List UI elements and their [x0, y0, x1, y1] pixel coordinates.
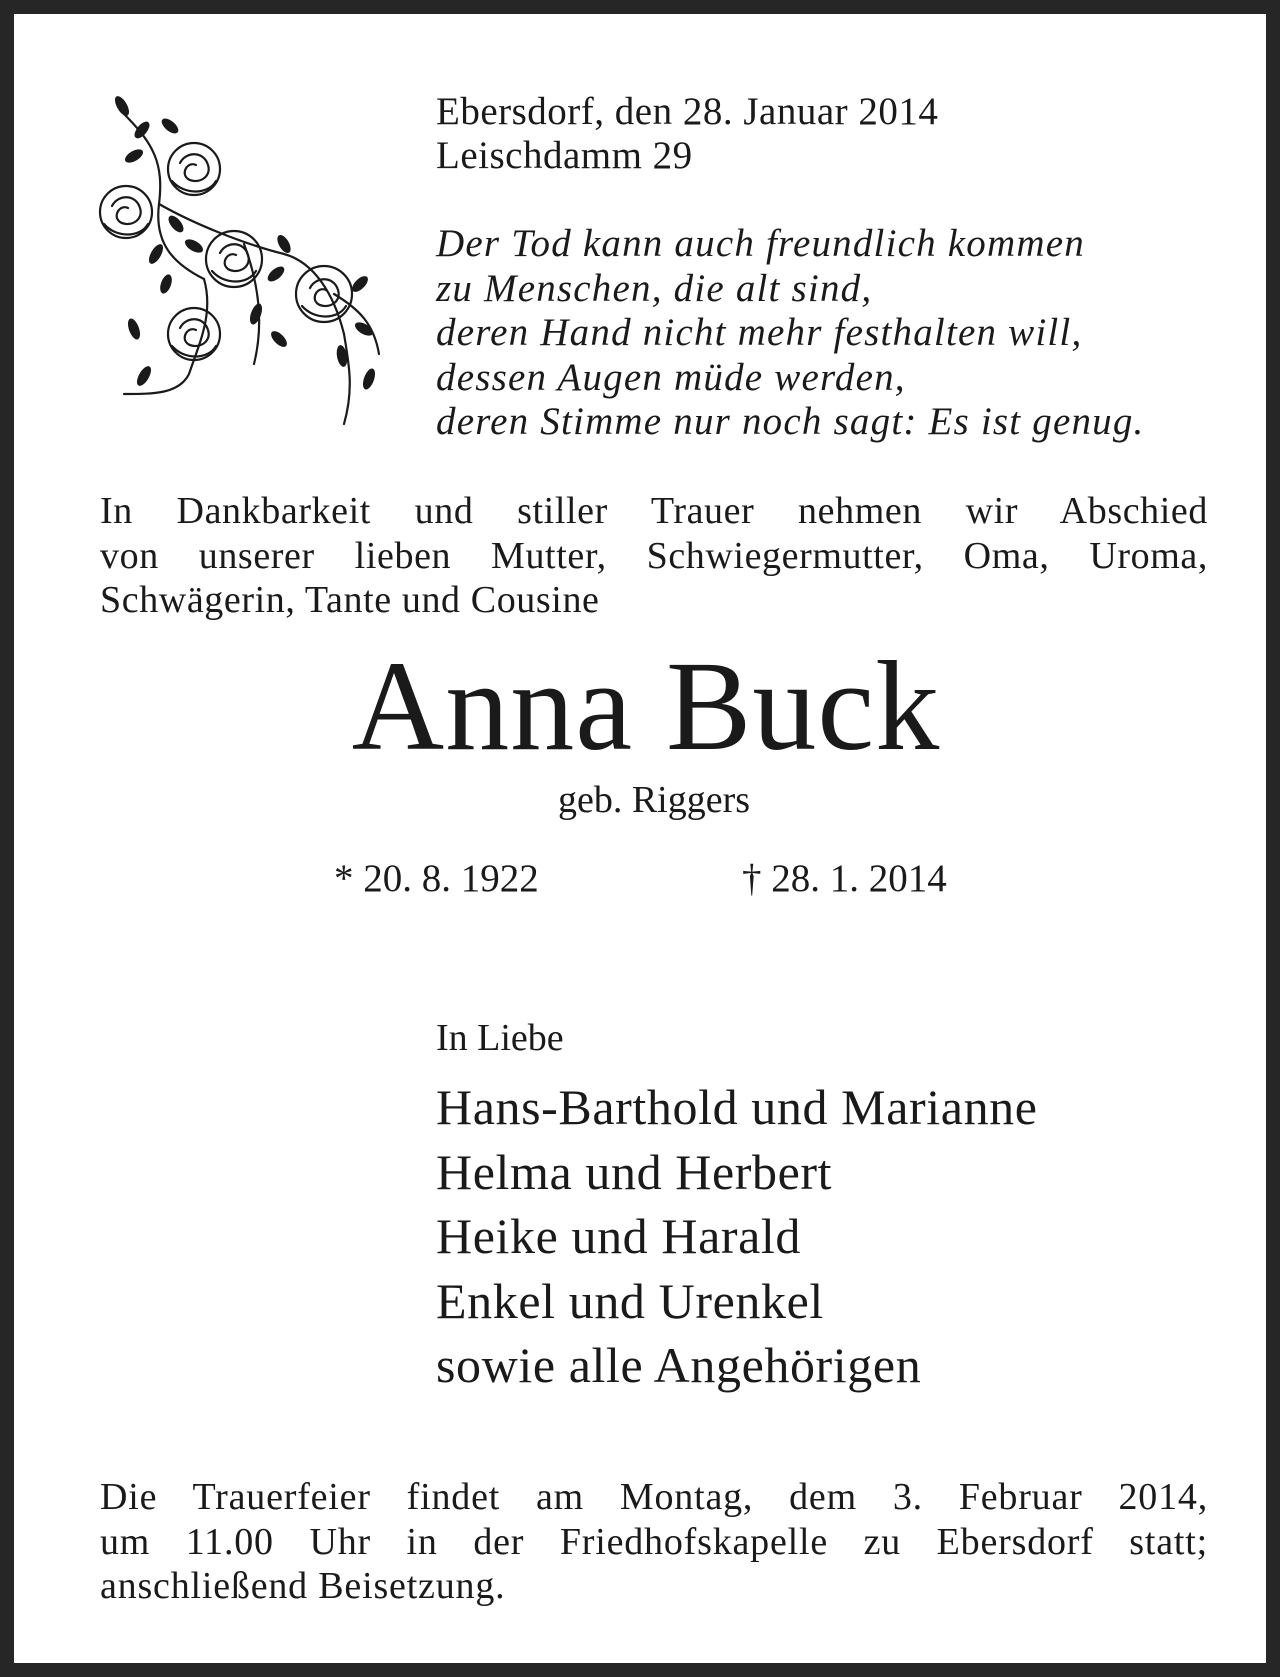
intro-line: Schwägerin, Tante und Cousine — [100, 579, 600, 621]
mourner-name: Enkel und Urenkel — [436, 1272, 824, 1329]
service-line: anschließend Beisetzung. — [100, 1565, 506, 1607]
intro-line: In Dankbarkeit und stiller Trauer nehmen wir Abschied — [100, 490, 1208, 532]
service-line: Die Trauerfeier findet am Montag, dem 3. Februar 2014, — [100, 1476, 1208, 1518]
poem — [436, 222, 1145, 445]
poem-line: deren Stimme nur noch sagt: Es ist genug. — [436, 400, 1145, 443]
mourner-name: sowie alle Angehörigen — [436, 1337, 922, 1393]
birth-date: * 20. 8. 1922 — [334, 857, 539, 900]
service-notice — [100, 1475, 1208, 1609]
header-block — [436, 90, 938, 178]
mourner-name: Hans-Barthold und Marianne — [436, 1079, 1038, 1135]
intro-line: von unserer lieben Mutter, Schwiegermutter, Oma, Uroma, — [100, 534, 1208, 577]
poem-line: Der Tod kann auch freundlich kommen — [436, 222, 1085, 265]
mourner-name: Heike und Harald — [436, 1208, 802, 1264]
mourner-name: Helma und Herbert — [436, 1143, 833, 1200]
death-date: † 28. 1. 2014 — [742, 857, 947, 900]
intro-paragraph — [100, 489, 1208, 623]
address: Leischdamm 29 — [436, 134, 693, 177]
maiden-name: geb. Riggers — [557, 779, 751, 821]
place-date: Ebersdorf, den 28. Januar 2014 — [436, 90, 939, 133]
poem-line: dessen Augen müde werden, — [436, 355, 906, 399]
deceased-name: Anna Buck — [351, 635, 941, 777]
poem-line: zu Menschen, die alt sind, — [436, 266, 873, 310]
roses-icon — [94, 94, 394, 434]
service-line: um 11.00 Uhr in der Friedhofskapelle zu Ebersdorf statt; — [100, 1520, 1208, 1563]
mourners-intro: In Liebe — [436, 1017, 564, 1059]
mourners-list — [436, 1075, 1038, 1398]
poem-line: deren Hand nicht mehr festhalten will, — [436, 311, 1083, 354]
